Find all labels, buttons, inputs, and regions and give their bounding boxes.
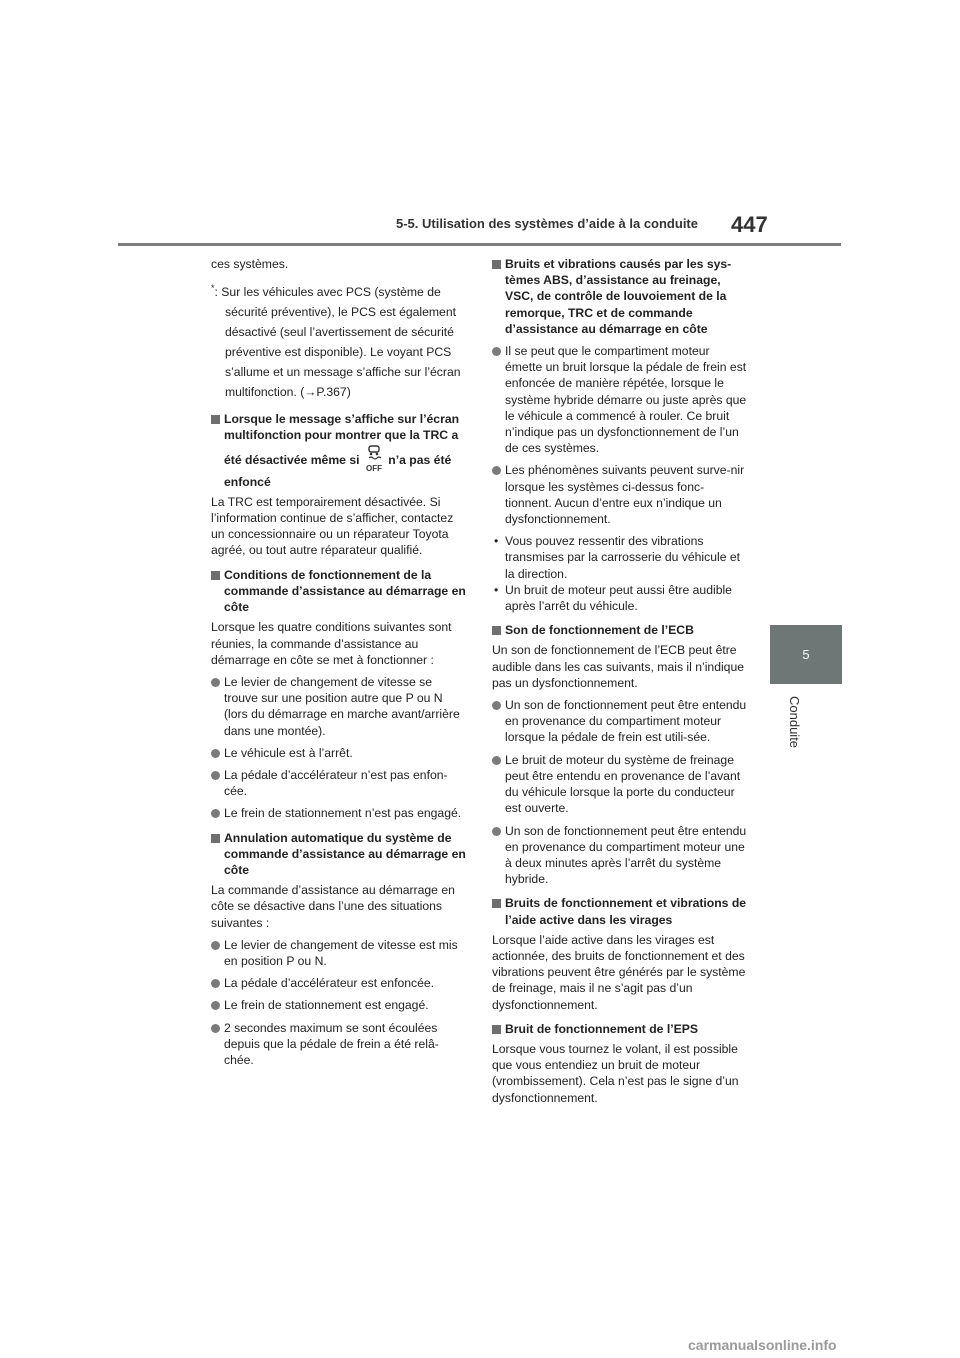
header-divider [118,243,841,246]
intro-text: ces systèmes. [211,257,289,271]
paragraph: Un son de fonctionnement de l’ECB peut être audible dans les cas suivants, mais il n’indique pas un dysfonctionnement. [492,643,745,690]
left-column [211,256,467,1074]
list-item: Il se peut que le compartiment moteur émette un bruit lorsque la pédale de frein est enfoncée de manière répétée, lorsque le système hybride démarre ou juste après que le véhicule a commencé à rouler. Ce bruit n’indique pas un dysfonctionnement de l’un de ces systèmes. [492,343,748,456]
list-item: Un son de fonctionnement peut être entendu en provenance du compartiment moteur une à deux minutes après l’arrêt du système hybride. [492,823,748,888]
footnote-text: : Sur les véhicules avec PCS (système de sécurité préventive), le PCS est également désactivé (seul l’avertissement de sécurité préventive est disponible). Le voyant PCS s’allume et un message s’affiche sur l’écran multifonction. (→P.367) [214,285,461,400]
right-column [492,256,748,1112]
footnote [211,278,467,402]
heading-noise-vibration: Bruits et vibrations causés par les sys-tèmes ABS, d’assistance au freinage, VSC, de contrôle de louvoiement de la remorque, TRC et de commande d’assistance au démarrage en côte [492,256,748,337]
heading-ecb-sound: Son de fonctionnement de l’ECB [492,622,748,638]
list-item: La pédale d’accélérateur n’est pas enfon-cée. [211,767,467,799]
list-item: Le frein de stationnement est engagé. [211,997,467,1013]
list-item: Le levier de changement de vitesse se trouve sur une position autre que P ou N (lors du démarrage en marche avant/arrière dans une montée). [211,674,467,739]
page-number: 447 [731,212,768,237]
sub-list-item: • Vous pouvez ressentir des vibrations transmises par la carrosserie du véhicule et la direction. [492,533,748,582]
trc-off-icon [363,444,385,474]
heading-cornering-assist: Bruits de fonctionnement et vibrations de l’aide active dans les virages [492,895,748,927]
svg-text:OFF: OFF [365,463,382,473]
list-item: Le frein de stationnement n’est pas engagé. [211,805,467,821]
chapter-label: Conduite [787,696,802,749]
list-item: Le levier de changement de vitesse est mis en position P ou N. [211,937,467,969]
paragraph: Lorsque vous tournez le volant, il est possible que vous entendiez un bruit de moteur (vrombissement). Cela n’est pas le signe d’un dysfonctionnement. [492,1041,739,1105]
list-item: Un son de fonctionnement peut être entendu en provenance du compartiment moteur lorsque la pédale de frein est utili-sée. [492,697,748,746]
footnote-mark: * [211,283,215,294]
list-item: Le véhicule est à l’arrêt. [211,745,467,761]
list-item: La pédale d’accélérateur est enfoncée. [211,975,467,991]
list-item: 2 secondes maximum se sont écoulées depuis que la pédale de frein a été relâ-chée. [211,1020,467,1069]
paragraph: Lorsque les quatre conditions suivantes sont réunies, la commande d’assistance au démarrage en côte se met à fonctionner : [211,620,452,667]
paragraph: La TRC est temporairement désactivée. Si l’information continue de s’afficher, contactez un concessionnaire ou un réparateur Toyota agréé, ou tout autre réparateur qualifié. [211,494,454,558]
watermark-link[interactable]: carmanualsonline.info [688,1337,837,1353]
list-item: Les phénomènes suivants peuvent surve-nir lorsque les systèmes ci-dessus fonc-tionnent. Aucun d’entre eux n’indique un dysfonctionnement. [492,462,748,527]
paragraph: La commande d’assistance au démarrage en côte se désactive dans l’une des situations suivantes : [211,883,455,930]
heading-auto-cancel: Annulation automatique du système de commande d’assistance au démarrage en côte [211,830,467,879]
heading-eps-noise: Bruit de fonctionnement de l’EPS [492,1021,748,1037]
heading-trc-message: Lorsque le message s’affiche sur l’écran multifonction pour montrer que la TRC a été désactivée même si OFF n’a pas été enfoncé [211,411,467,490]
list-item: Le bruit de moteur du système de freinage peut être entendu en provenance de l’avant du véhicule lorsque la porte du conducteur est ouverte. [492,752,748,817]
heading-hill-start-conditions: Conditions de fonctionnement de la commande d’assistance au démarrage en côte [211,567,467,616]
section-title: 5-5. Utilisation des systèmes d’aide à la conduite [396,216,698,231]
chapter-tab: 5 [770,625,842,684]
paragraph: Lorsque l’aide active dans les virages est actionnée, des bruits de fonctionnement et des vibrations peuvent être générés par le système de freinage, mais il ne s’agit pas d’un dysfonctionnement. [492,932,746,1012]
sub-list-item: • Un bruit de moteur peut aussi être audible après l’arrêt du véhicule. [492,582,748,614]
